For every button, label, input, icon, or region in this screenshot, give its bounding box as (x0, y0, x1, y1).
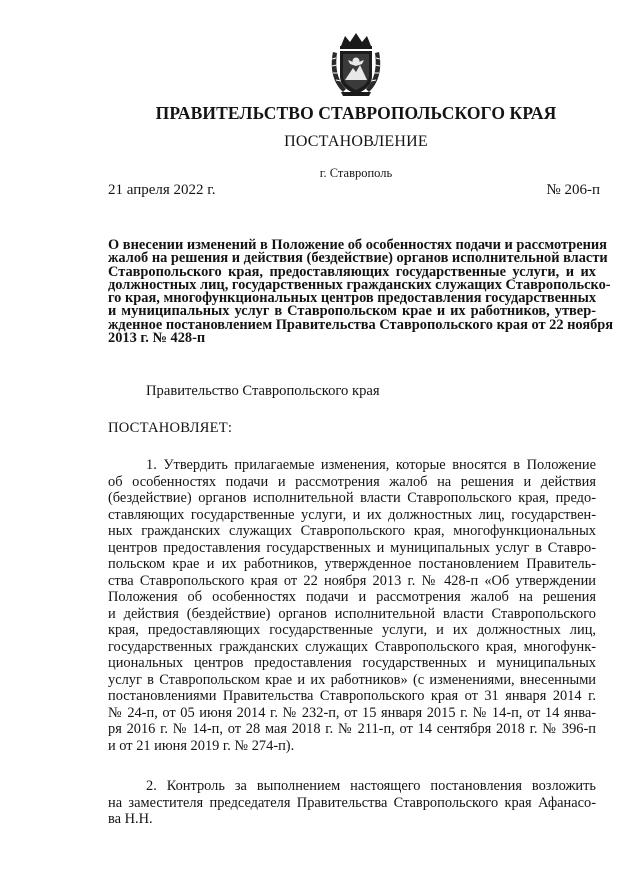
subject-line: должностных лиц, государственных гражданских служащих Ставропольско- (108, 276, 611, 293)
paragraph-line: Положения об особенностях подачи и рассмотрения жалоб на решения (108, 589, 596, 605)
paragraph-line: циональных центров предоставления государственных и муниципальных (108, 655, 596, 671)
paragraph-line: польском крае и их работников, утвержденное постановлением Правитель- (108, 556, 596, 572)
city: г. Ставрополь (319, 166, 393, 180)
subject-line: жалоб на решения и действия (бездействие) органов исполнительной власти (108, 250, 608, 267)
paragraph-line: 1. Утвердить прилагаемые изменения, которые вносятся в Положение (146, 457, 596, 473)
paragraph-line: государственных гражданских служащих Ставропольского края, многофунк- (108, 638, 596, 655)
paragraph-line: ставляющих государственные услуги, и их должностных лиц, государствен- (108, 506, 596, 523)
subject-line: жденное постановлением Правительства Ставропольского края от 22 ноября (108, 316, 614, 333)
paragraph-line: ных гражданских служащих Ставропольского края, многофункциональных (108, 523, 596, 539)
paragraph-1 (108, 457, 596, 754)
subject-line: Ставропольского края, предоставляющих государственные услуги, и их (108, 263, 596, 280)
paragraph-line: на заместителя председателя Правительства Ставропольского края Афанасо- (108, 794, 596, 811)
document-number: № 206-п (546, 182, 600, 198)
government-name: Правительство Ставропольского края (146, 383, 380, 399)
stavropol-coat-of-arms-icon (329, 32, 383, 98)
paragraph-line: 2. Контроль за выполнением настоящего постановления возложить (146, 778, 596, 794)
subject-line: и муниципальных услуг в Ставропольском крае и их работников, утвер- (108, 303, 596, 320)
paragraph-line: центров предоставления государственных и муниципальных услуг в Ставро- (108, 539, 596, 556)
paragraph-line: услуг в Ставропольском крае и их работников» (с изменениями, внесенными (108, 671, 596, 688)
subject-line: О внесении изменений в Положение об особенностях подачи и рассмотрения (108, 237, 607, 253)
paragraph-line: и действия (бездействие) органов исполнительной власти Ставропольского (108, 605, 596, 622)
subject-line: го края, многофункциональных центров предоставления государственных (108, 290, 597, 307)
paragraph-line: края, предоставляющих государственные услуги, и их должностных лиц, (108, 622, 596, 638)
paragraph-line: ства Ставропольского края от 22 ноября 2013 г. № 428-п «Об утверждении (108, 572, 596, 589)
paragraph-line: № 24-п, от 05 июня 2014 г. № 232-п, от 15 января 2015 г. № 14-п, от 14 янва- (108, 704, 596, 721)
paragraph-line: (бездействие) органов исполнительной власти Ставропольского края, предо- (108, 490, 596, 506)
resolves-heading: ПОСТАНОВЛЯЕТ: (108, 420, 233, 436)
document-subject (108, 237, 614, 347)
paragraph-line: постановлениями Правительства Ставропольского края от 31 января 2014 г. (108, 688, 596, 704)
paragraph-line: ря 2016 г. № 14-п, от 28 мая 2018 г. № 211-п, от 14 сентября 2018 г. № 396-п (108, 721, 596, 737)
paragraph-2 (108, 778, 596, 828)
subject-line: 2013 г. № 428-п (108, 330, 206, 347)
document-date: 21 апреля 2022 г. (108, 182, 216, 198)
paragraph-line: ва Н.Н. (108, 811, 153, 827)
paragraph-line: об особенностях подачи и рассмотрения жалоб на решения и действия (108, 473, 596, 490)
document-type: ПОСТАНОВЛЕНИЕ (284, 133, 428, 150)
government-title: ПРАВИТЕЛЬСТВО СТАВРОПОЛЬСКОГО КРАЯ (155, 103, 557, 123)
paragraph-line: и от 21 июня 2019 г. № 274-п). (108, 737, 295, 754)
